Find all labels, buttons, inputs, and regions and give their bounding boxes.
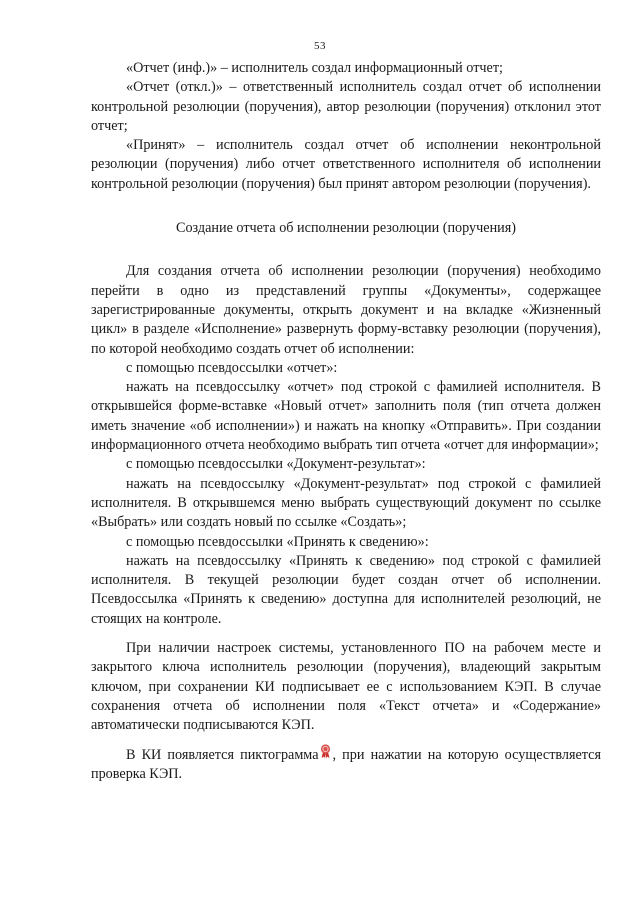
signature-seal-icon [320, 747, 331, 760]
settings-paragraph: При наличии настроек системы, установленного ПО на рабочем месте и закрытого ключа исполнитель резолюции (поручения), владеющий закрытым ключом, при сохранении КИ подписывает ее с использованием КЭП. В случае сохранения отчета об исполнении поля «Текст отчета» и «Содержание» автоматически подписываются КЭП. [91, 640, 601, 734]
method-report-title: с помощью псевдоссылки «отчет»: [126, 359, 338, 376]
method-report-steps: нажать на псевдоссылку «отчет» под строкой с фамилией исполнителя. В открывшейся форме-вставке «Новый отчет» заполнить поля (тип отчета должен иметь значение «об исполнении») и нажать на кнопку «Отправить». При создании информационного отчета необходимо выбрать тип отчета «отчет для информации»; [91, 379, 601, 454]
method-accept-steps: нажать на псевдоссылку «Принять к сведению» под строкой с фамилией исполнителя. В текущей резолюции будет создан отчет об исполнении. Псевдоссылка «Принять к сведению» доступна для исполнителей резолюций, не стоящих на контроле. [91, 552, 601, 627]
method-result-doc-title: с помощью псевдоссылки «Документ-результат»: [126, 456, 426, 473]
page-content [91, 59, 601, 784]
page-number: 53 [314, 40, 326, 52]
method-result-doc-steps: нажать на псевдоссылку «Документ-результат» под строкой с фамилией исполнителя. В открывшемся меню выбрать существующий документ по ссылке «Выбрать» или создать новый по ссылке «Создать»; [91, 475, 601, 531]
icon-paragraph-after: , при нажатии на которую осуществляется проверка КЭП. [91, 746, 602, 782]
status-item-info: «Отчет (инф.)» – исполнитель создал информационный отчет; [126, 60, 503, 76]
icon-paragraph [91, 746, 601, 785]
paragraph-gap [91, 629, 601, 639]
method-accept-title: с помощью псевдоссылки «Принять к сведению»: [126, 533, 429, 550]
status-item-accepted: «Принят» – исполнитель создал отчет об исполнении неконтрольной резолюции (поручения) либо отчет ответственного исполнителя об исполнении контрольной резолюции (поручения) был принят автором резолюции (поручения). [91, 137, 601, 192]
intro-paragraph: Для создания отчета об исполнении резолюции (поручения) необходимо перейти в одно из представлений группы «Документы», содержащее зарегистрированные документы, открыть документ и на вкладке «Жизненный цикл» в разделе «Исполнение» развернуть форму-вставку резолюции (поручения), по которой необходимо создать отчет об исполнении: [91, 263, 601, 357]
icon-paragraph-before: В КИ появляется пиктограмма [126, 746, 319, 763]
status-item-rejected: «Отчет (откл.)» – ответственный исполнитель создал отчет об исполнении контрольной резолюции (поручения), автор резолюции (поручения) отклонил этот отчет; [91, 79, 601, 134]
section-heading: Создание отчета об исполнении резолюции (поручения) [175, 220, 517, 237]
paragraph-gap [91, 736, 601, 746]
